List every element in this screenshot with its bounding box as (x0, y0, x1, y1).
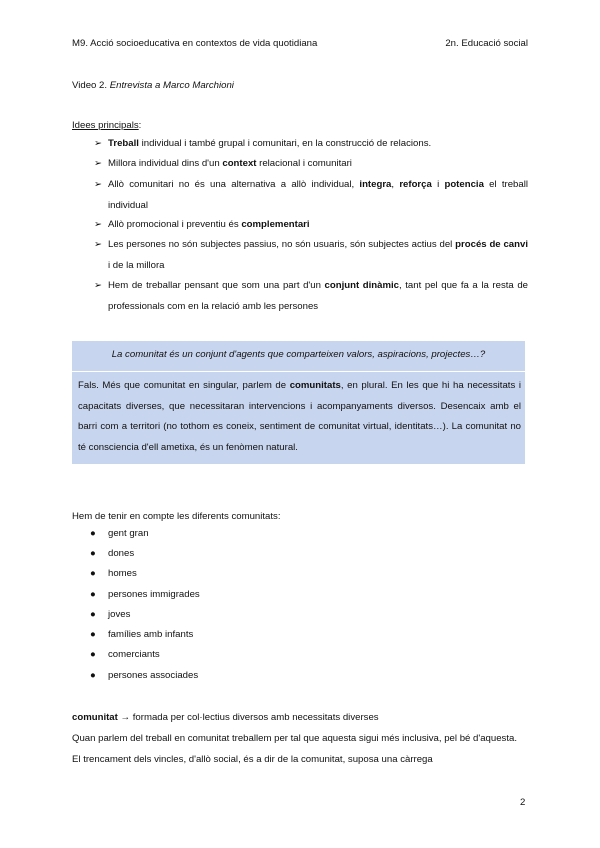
header-course-title: M9. Acció socioeducativa en contextos de vida quotidiana (72, 38, 318, 49)
idea-text: i de la millora (108, 259, 165, 271)
idea-item (94, 154, 528, 175)
arrow-bullet-icon: ➢ (94, 158, 103, 169)
ideas-heading-colon: : (138, 120, 142, 131)
list-item (90, 609, 130, 620)
idea-text: i (431, 179, 445, 190)
list-item (90, 629, 193, 640)
ideas-heading-text: Idees principals (72, 120, 139, 131)
video-label: Video 2. (72, 80, 108, 91)
bullet-dot-icon: ● (90, 670, 96, 681)
idea-bold: complementari (241, 219, 310, 230)
list-item (90, 649, 160, 660)
arrow-bullet-icon: ➢ (94, 179, 103, 190)
idea-text: Les persones no són subjectes passius, no són usuaris, són subjectes actius del (108, 239, 456, 250)
list-item-text: comerciants (108, 649, 160, 660)
bullet-dot-icon: ● (90, 609, 96, 620)
idea-text: Millora individual dins d'un (108, 158, 223, 169)
bullet-dot-icon: ● (90, 629, 96, 640)
answer-part: , en plural. En les que hi ha necessitats i capacitats diverses, que necessitaran intervencions i acompanyaments diversos. Desencaix amb el barri com a territori (no tothom es coneix, sentiment de comunitat virtual, identitats…). La comunitat no té consciencia d'ell ametixa, és un fenòmen natural. (78, 380, 521, 453)
idea-item (94, 134, 528, 155)
idea-text: Allò promocional i preventiu és (108, 219, 242, 230)
video-title (72, 80, 234, 91)
header-degree: 2n. Educació social (445, 38, 528, 49)
idea-bold: procés de canvi (455, 239, 528, 250)
question-text: La comunitat és un conjunt d'agents que comparteixen valors, aspiracions, projectes…? (111, 349, 486, 360)
list-item (90, 548, 134, 559)
answer-part: Fals. Més que comunitat en singular, parlem de (78, 380, 290, 391)
bullet-dot-icon: ● (90, 548, 96, 559)
list-item-text: joves (108, 609, 131, 620)
bullet-dot-icon: ● (90, 528, 96, 539)
answer-text (78, 376, 521, 458)
idea-item (94, 175, 528, 216)
idea-text: individual i també grupal i comunitari, en la construcció de relacions. (138, 138, 432, 149)
idea-text: Allò comunitari no és una alternativa a allò individual, (108, 179, 360, 190)
bullet-dot-icon: ● (90, 649, 96, 660)
definition (72, 712, 379, 723)
idea-item (94, 215, 528, 236)
definition-term: comunitat (72, 712, 118, 723)
idea-text: el treball individual (108, 179, 528, 211)
list-item (90, 568, 137, 579)
arrow-bullet-icon: ➢ (94, 280, 103, 291)
list-item-text: dones (108, 548, 135, 559)
body-paragraph: Quan parlem del treball en comunitat treballem per tal que aquesta sigui més inclusiva, pel bé d'aquesta. El trencament dels vincles, d'allò social, és a dir de la comunitat, suposa una càrrega (72, 733, 517, 765)
list-item-text: famílies amb infants (108, 629, 194, 640)
idea-text: relacional i comunitari (256, 158, 352, 169)
idea-item (94, 235, 528, 276)
bullet-dot-icon: ● (90, 589, 96, 600)
list-item (90, 528, 149, 539)
communities-intro: Hem de tenir en compte les diferents comunitats: (72, 511, 281, 522)
idea-item (94, 276, 528, 317)
arrow-bullet-icon: ➢ (94, 239, 103, 250)
idea-bold: reforça (399, 179, 432, 190)
bullet-dot-icon: ● (90, 568, 96, 579)
idea-bold: conjunt dinàmic (324, 280, 400, 291)
idea-text: , (391, 179, 400, 190)
page-number: 2 (520, 797, 526, 808)
arrow-bullet-icon: ➢ (94, 138, 103, 149)
idea-bold: potencia (444, 179, 484, 190)
list-item-text: gent gran (108, 528, 149, 539)
idea-bold: context (222, 158, 257, 169)
definition-text: → formada per col·lectius diversos amb necessitats diverses (117, 712, 379, 723)
list-item-text: persones associades (108, 670, 199, 681)
list-item-text: persones immigrades (108, 589, 200, 600)
list-item (90, 670, 198, 681)
list-item (90, 589, 200, 600)
video-name: Entrevista a Marco Marchioni (109, 80, 234, 91)
idea-text: Hem de treballar pensant que som una part d'un (108, 280, 325, 291)
list-item-text: homes (108, 568, 137, 579)
ideas-heading (72, 120, 141, 131)
idea-bold: Treball (108, 138, 139, 149)
idea-bold: integra (359, 179, 392, 190)
answer-bold: comunitats (289, 380, 341, 391)
arrow-bullet-icon: ➢ (94, 219, 103, 230)
idea-text: , tant pel que fa a la resta de professionals com en la relació amb les persones (108, 280, 528, 312)
